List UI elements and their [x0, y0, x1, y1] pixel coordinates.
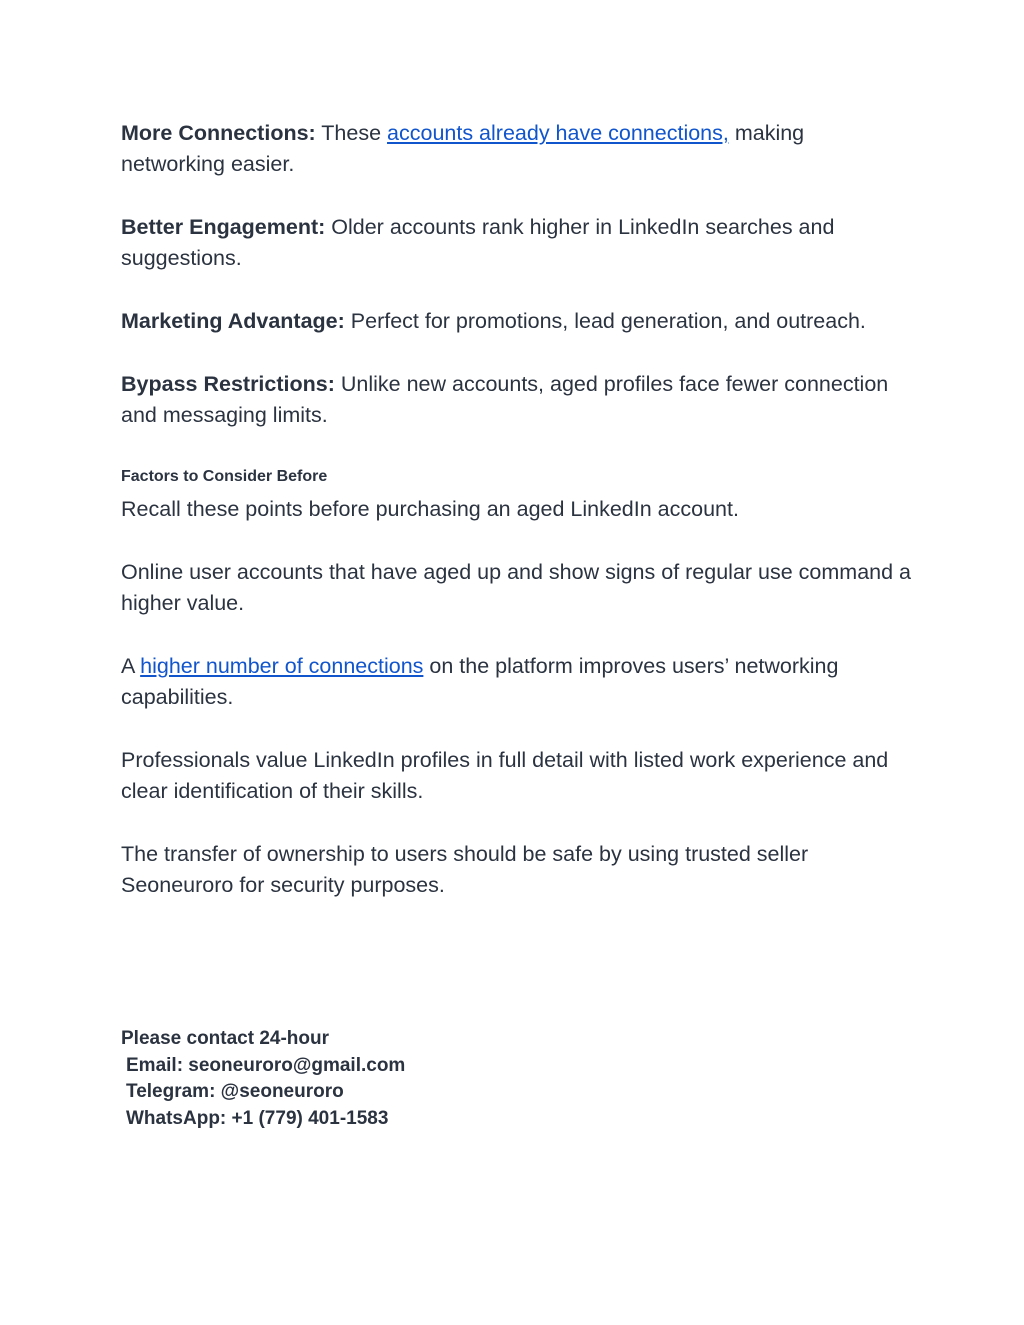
document-body — [121, 118, 911, 933]
benefit-text: Unlike new accounts, aged profiles face fewer connection and messaging limits. — [121, 372, 889, 427]
contact-block — [121, 1026, 405, 1132]
benefit-label: More Connections: — [121, 121, 316, 145]
benefit-label: Better Engagement: — [121, 215, 326, 239]
contact-heading: Please contact 24-hour — [121, 1028, 330, 1049]
factors-paragraph-3: Professionals value LinkedIn profiles in full detail with listed work experience and clear identification of their skills. — [121, 748, 889, 803]
benefit-text: Perfect for promotions, lead generation, and outreach. — [344, 309, 866, 333]
benefit-more-connections — [121, 118, 911, 180]
contact-email: Email: seoneuroro@gmail.com — [126, 1054, 406, 1076]
benefit-marketing-advantage — [121, 306, 911, 337]
factors-paragraph-1: Online user accounts that have aged up and show signs of regular use command a higher value. — [121, 560, 912, 615]
benefit-better-engagement — [121, 212, 911, 274]
accounts-connections-link[interactable]: accounts already have connections, — [387, 121, 729, 145]
benefit-text: Older accounts rank higher in LinkedIn searches and suggestions. — [121, 215, 835, 270]
benefit-label: Bypass Restrictions: — [121, 372, 335, 396]
factors-paragraph-4: The transfer of ownership to users should be safe by using trusted seller Seoneuroro for security purposes. — [121, 842, 809, 897]
benefit-label: Marketing Advantage: — [121, 309, 345, 333]
benefit-text: These — [315, 121, 388, 145]
paragraph-text: A — [121, 654, 141, 678]
contact-whatsapp: WhatsApp: +1 (779) 401-1583 — [126, 1107, 389, 1129]
factors-intro: Recall these points before purchasing an aged LinkedIn account. — [121, 497, 739, 521]
factors-paragraph-2 — [121, 651, 911, 713]
higher-connections-link[interactable]: higher number of connections — [140, 654, 424, 678]
contact-telegram: Telegram: @seoneuroro — [126, 1081, 344, 1102]
factors-heading: Factors to Consider Before — [121, 468, 328, 485]
paragraph-text: on the platform improves users’ networking capabilities. — [121, 654, 839, 709]
benefit-bypass-restrictions — [121, 369, 911, 431]
benefit-text: making networking easier. — [121, 121, 805, 176]
